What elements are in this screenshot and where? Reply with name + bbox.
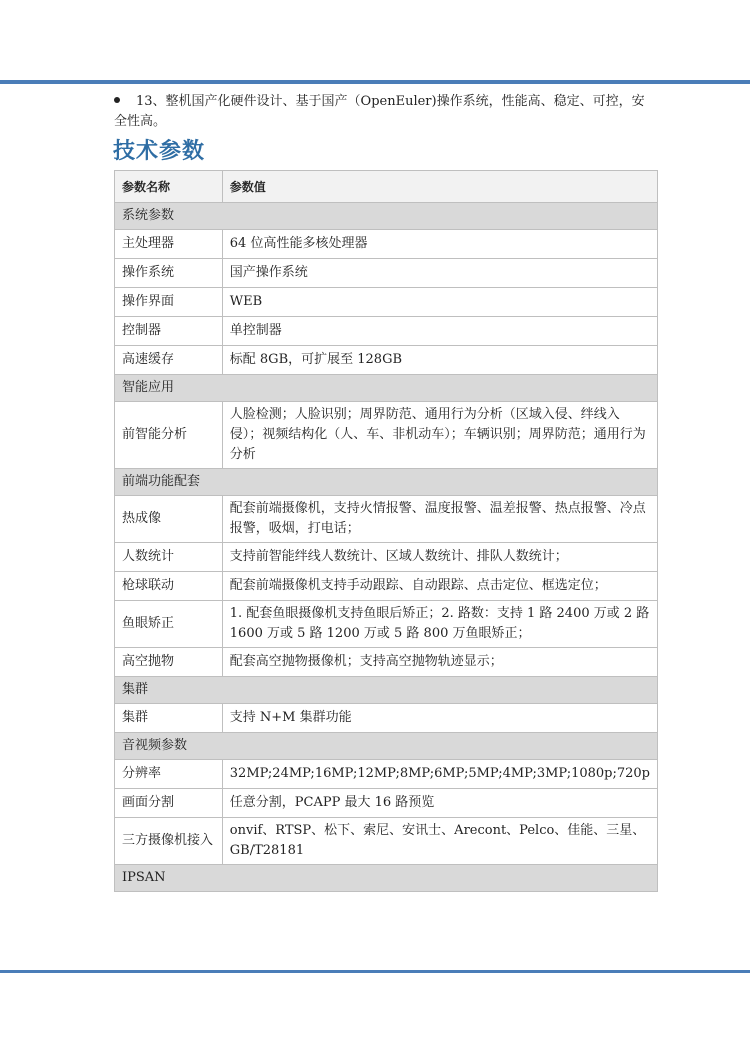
param-value-cell: 人脸检测；人脸识别；周界防范、通用行为分析（区域入侵、绊线入侵）；视频结构化（人、车、非机动车）；车辆识别；周界防范；通用行为分析 [222, 402, 657, 469]
param-value-cell: 配套前端摄像机，支持火情报警、温度报警、温差报警、热点报警、冷点报警，吸烟，打电话； [222, 496, 657, 543]
param-value-cell: 国产操作系统 [222, 259, 657, 288]
intro-text: 13、整机国产化硬件设计、基于国产（OpenEuler)操作系统，性能高、稳定、可控，安全性高。 [114, 94, 645, 129]
table-header-row [115, 171, 658, 203]
table-row [115, 259, 658, 288]
param-name-cell: 分辨率 [115, 760, 223, 789]
param-name-cell: 枪球联动 [115, 572, 223, 601]
table-group-row [115, 865, 658, 892]
header-value-cell: 参数值 [222, 171, 657, 203]
table-row [115, 572, 658, 601]
table-row [115, 543, 658, 572]
param-name-cell: 三方摄像机接入 [115, 818, 223, 865]
param-name-cell: 高空抛物 [115, 648, 223, 677]
table-group-row [115, 375, 658, 402]
param-value-cell: 支持前智能绊线人数统计、区域人数统计、排队人数统计； [222, 543, 657, 572]
table-row [115, 230, 658, 259]
table-group-row [115, 733, 658, 760]
param-name-cell: 人数统计 [115, 543, 223, 572]
table-row [115, 789, 658, 818]
param-name-cell: 控制器 [115, 317, 223, 346]
table-row [115, 601, 658, 648]
footer-rule [0, 970, 750, 973]
param-value-cell: onvif、RTSP、松下、索尼、安讯士、Arecont、Pelco、佳能、三星、GB/T28181 [222, 818, 657, 865]
header-name-cell: 参数名称 [115, 171, 223, 203]
table-row [115, 496, 658, 543]
group-title-cell: 音视频参数 [115, 733, 658, 760]
group-title-cell: 集群 [115, 677, 658, 704]
table-group-row [115, 677, 658, 704]
table-row [115, 317, 658, 346]
table-row [115, 288, 658, 317]
param-name-cell: 主处理器 [115, 230, 223, 259]
table-row [115, 346, 658, 375]
param-name-cell: 操作系统 [115, 259, 223, 288]
param-value-cell: WEB [222, 288, 657, 317]
group-title-cell: IPSAN [115, 865, 658, 892]
param-value-cell: 单控制器 [222, 317, 657, 346]
param-value-cell: 任意分割，PCAPP 最大 16 路预览 [222, 789, 657, 818]
param-name-cell: 前智能分析 [115, 402, 223, 469]
param-name-cell: 集群 [115, 704, 223, 733]
param-value-cell: 标配 8GB，可扩展至 128GB [222, 346, 657, 375]
group-title-cell: 智能应用 [115, 375, 658, 402]
param-value-cell: 1. 配套鱼眼摄像机支持鱼眼后矫正；2. 路数：支持 1 路 2400 万或 2 路 1600 万或 5 路 1200 万或 5 路 800 万鱼眼矫正； [222, 601, 657, 648]
param-name-cell: 画面分割 [115, 789, 223, 818]
group-title-cell: 系统参数 [115, 203, 658, 230]
table-row [115, 648, 658, 677]
param-name-cell: 鱼眼矫正 [115, 601, 223, 648]
table-group-row [115, 203, 658, 230]
param-name-cell: 操作界面 [115, 288, 223, 317]
table-row [115, 704, 658, 733]
param-value-cell: 64 位高性能多核处理器 [222, 230, 657, 259]
param-value-cell: 配套前端摄像机支持手动跟踪、自动跟踪、点击定位、框选定位； [222, 572, 657, 601]
param-value-cell: 32MP;24MP;16MP;12MP;8MP;6MP;5MP;4MP;3MP;1080p;720p [222, 760, 657, 789]
param-name-cell: 高速缓存 [115, 346, 223, 375]
param-value-cell: 配套高空抛物摄像机；支持高空抛物轨迹显示； [222, 648, 657, 677]
table-group-row [115, 469, 658, 496]
parameters-table [114, 170, 658, 892]
param-name-cell: 热成像 [115, 496, 223, 543]
bullet-icon [114, 97, 120, 103]
section-title: 技术参数 [113, 139, 206, 164]
table-row [115, 818, 658, 865]
table-row [115, 760, 658, 789]
intro-bullet [114, 92, 654, 132]
group-title-cell: 前端功能配套 [115, 469, 658, 496]
param-value-cell: 支持 N+M 集群功能 [222, 704, 657, 733]
table-row [115, 402, 658, 469]
header-rule [0, 80, 750, 84]
